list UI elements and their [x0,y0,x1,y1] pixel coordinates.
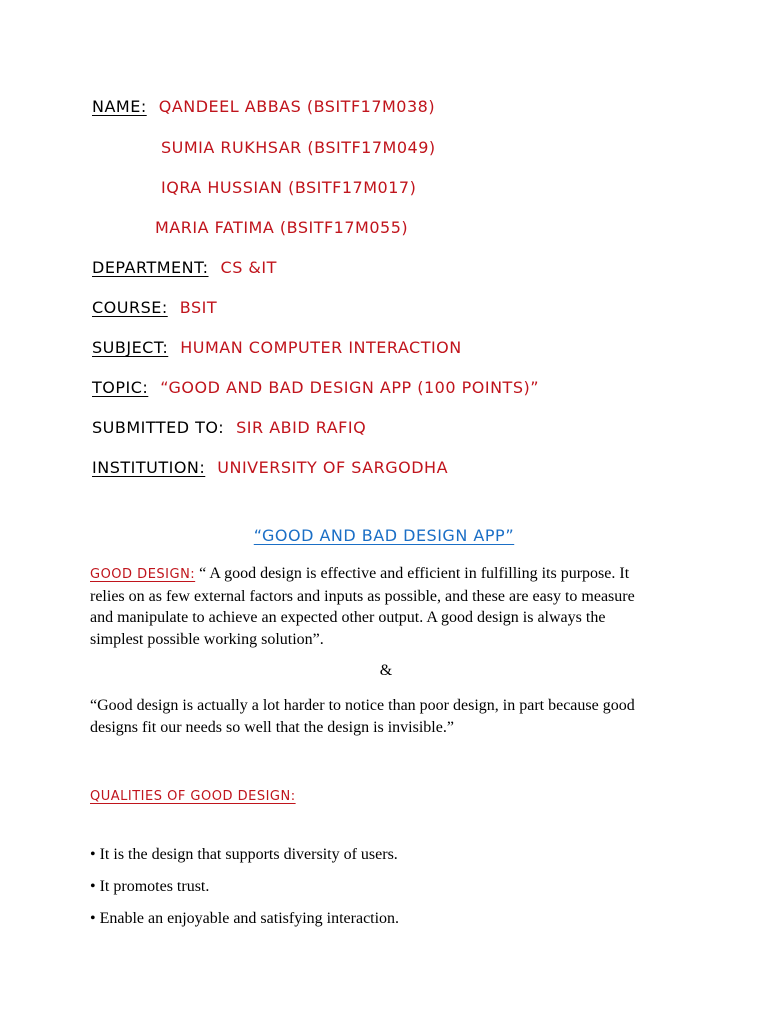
qualities-heading [90,785,660,808]
list-item: • It is the design that supports diversity of users. [90,846,398,863]
institution-value: UNIVERSITY OF SARGODHA [217,458,449,477]
name-value-2: SUMIA RUKHSAR (BSITF17M049) [161,138,436,157]
course-label: COURSE: [92,298,168,317]
topic-value: “GOOD AND BAD DESIGN APP (100 POINTS)” [160,378,539,397]
list-item: • It promotes trust. [90,878,210,895]
subject-value: HUMAN COMPUTER INTERACTION [180,338,462,357]
subject-label: SUBJECT: [92,338,169,357]
institution-label: INSTITUTION: [92,458,206,477]
name-row [92,97,435,117]
submitted-label: SUBMITTED TO: [92,418,225,437]
section-title [0,526,768,546]
name-label: NAME: [92,97,147,116]
department-row [92,258,277,278]
submitted-row [92,418,366,438]
quote-paragraph: “Good design is actually a lot harder to notice than poor design, in part because good designs fit our needs so well that the design is invisible.” [90,697,635,736]
name-value-3: IQRA HUSSIAN (BSITF17M017) [161,178,417,197]
institution-row [92,458,448,478]
course-row [92,298,217,318]
topic-row [92,378,539,398]
section-title-text: “GOOD AND BAD DESIGN APP” [253,526,515,545]
good-design-text: “ A good design is effective and efficient in fulfilling its purpose. It relies on as few external factors and inputs as possible, and these are easy to measure and manipulate to achieve an expected other output. A good design is always the simplest possible working solution”. [90,565,635,648]
list-item: • Enable an enjoyable and satisfying interaction. [90,910,400,927]
name-value-1: QANDEEL ABBAS (BSITF17M038) [158,97,436,116]
qualities-label: QUALITIES OF GOOD DESIGN: [90,789,296,804]
department-label: DEPARTMENT: [92,258,209,277]
good-design-label: GOOD DESIGN: [90,567,196,582]
submitted-value: SIR ABID RAFIQ [236,418,367,437]
name-value-4: MARIA FATIMA (BSITF17M055) [155,218,409,237]
ampersand: & [379,662,393,679]
subject-row [92,338,462,358]
topic-label: TOPIC: [92,378,149,397]
course-value: BSIT [179,298,218,317]
good-design-paragraph [90,563,660,650]
department-value: CS &IT [220,258,277,277]
